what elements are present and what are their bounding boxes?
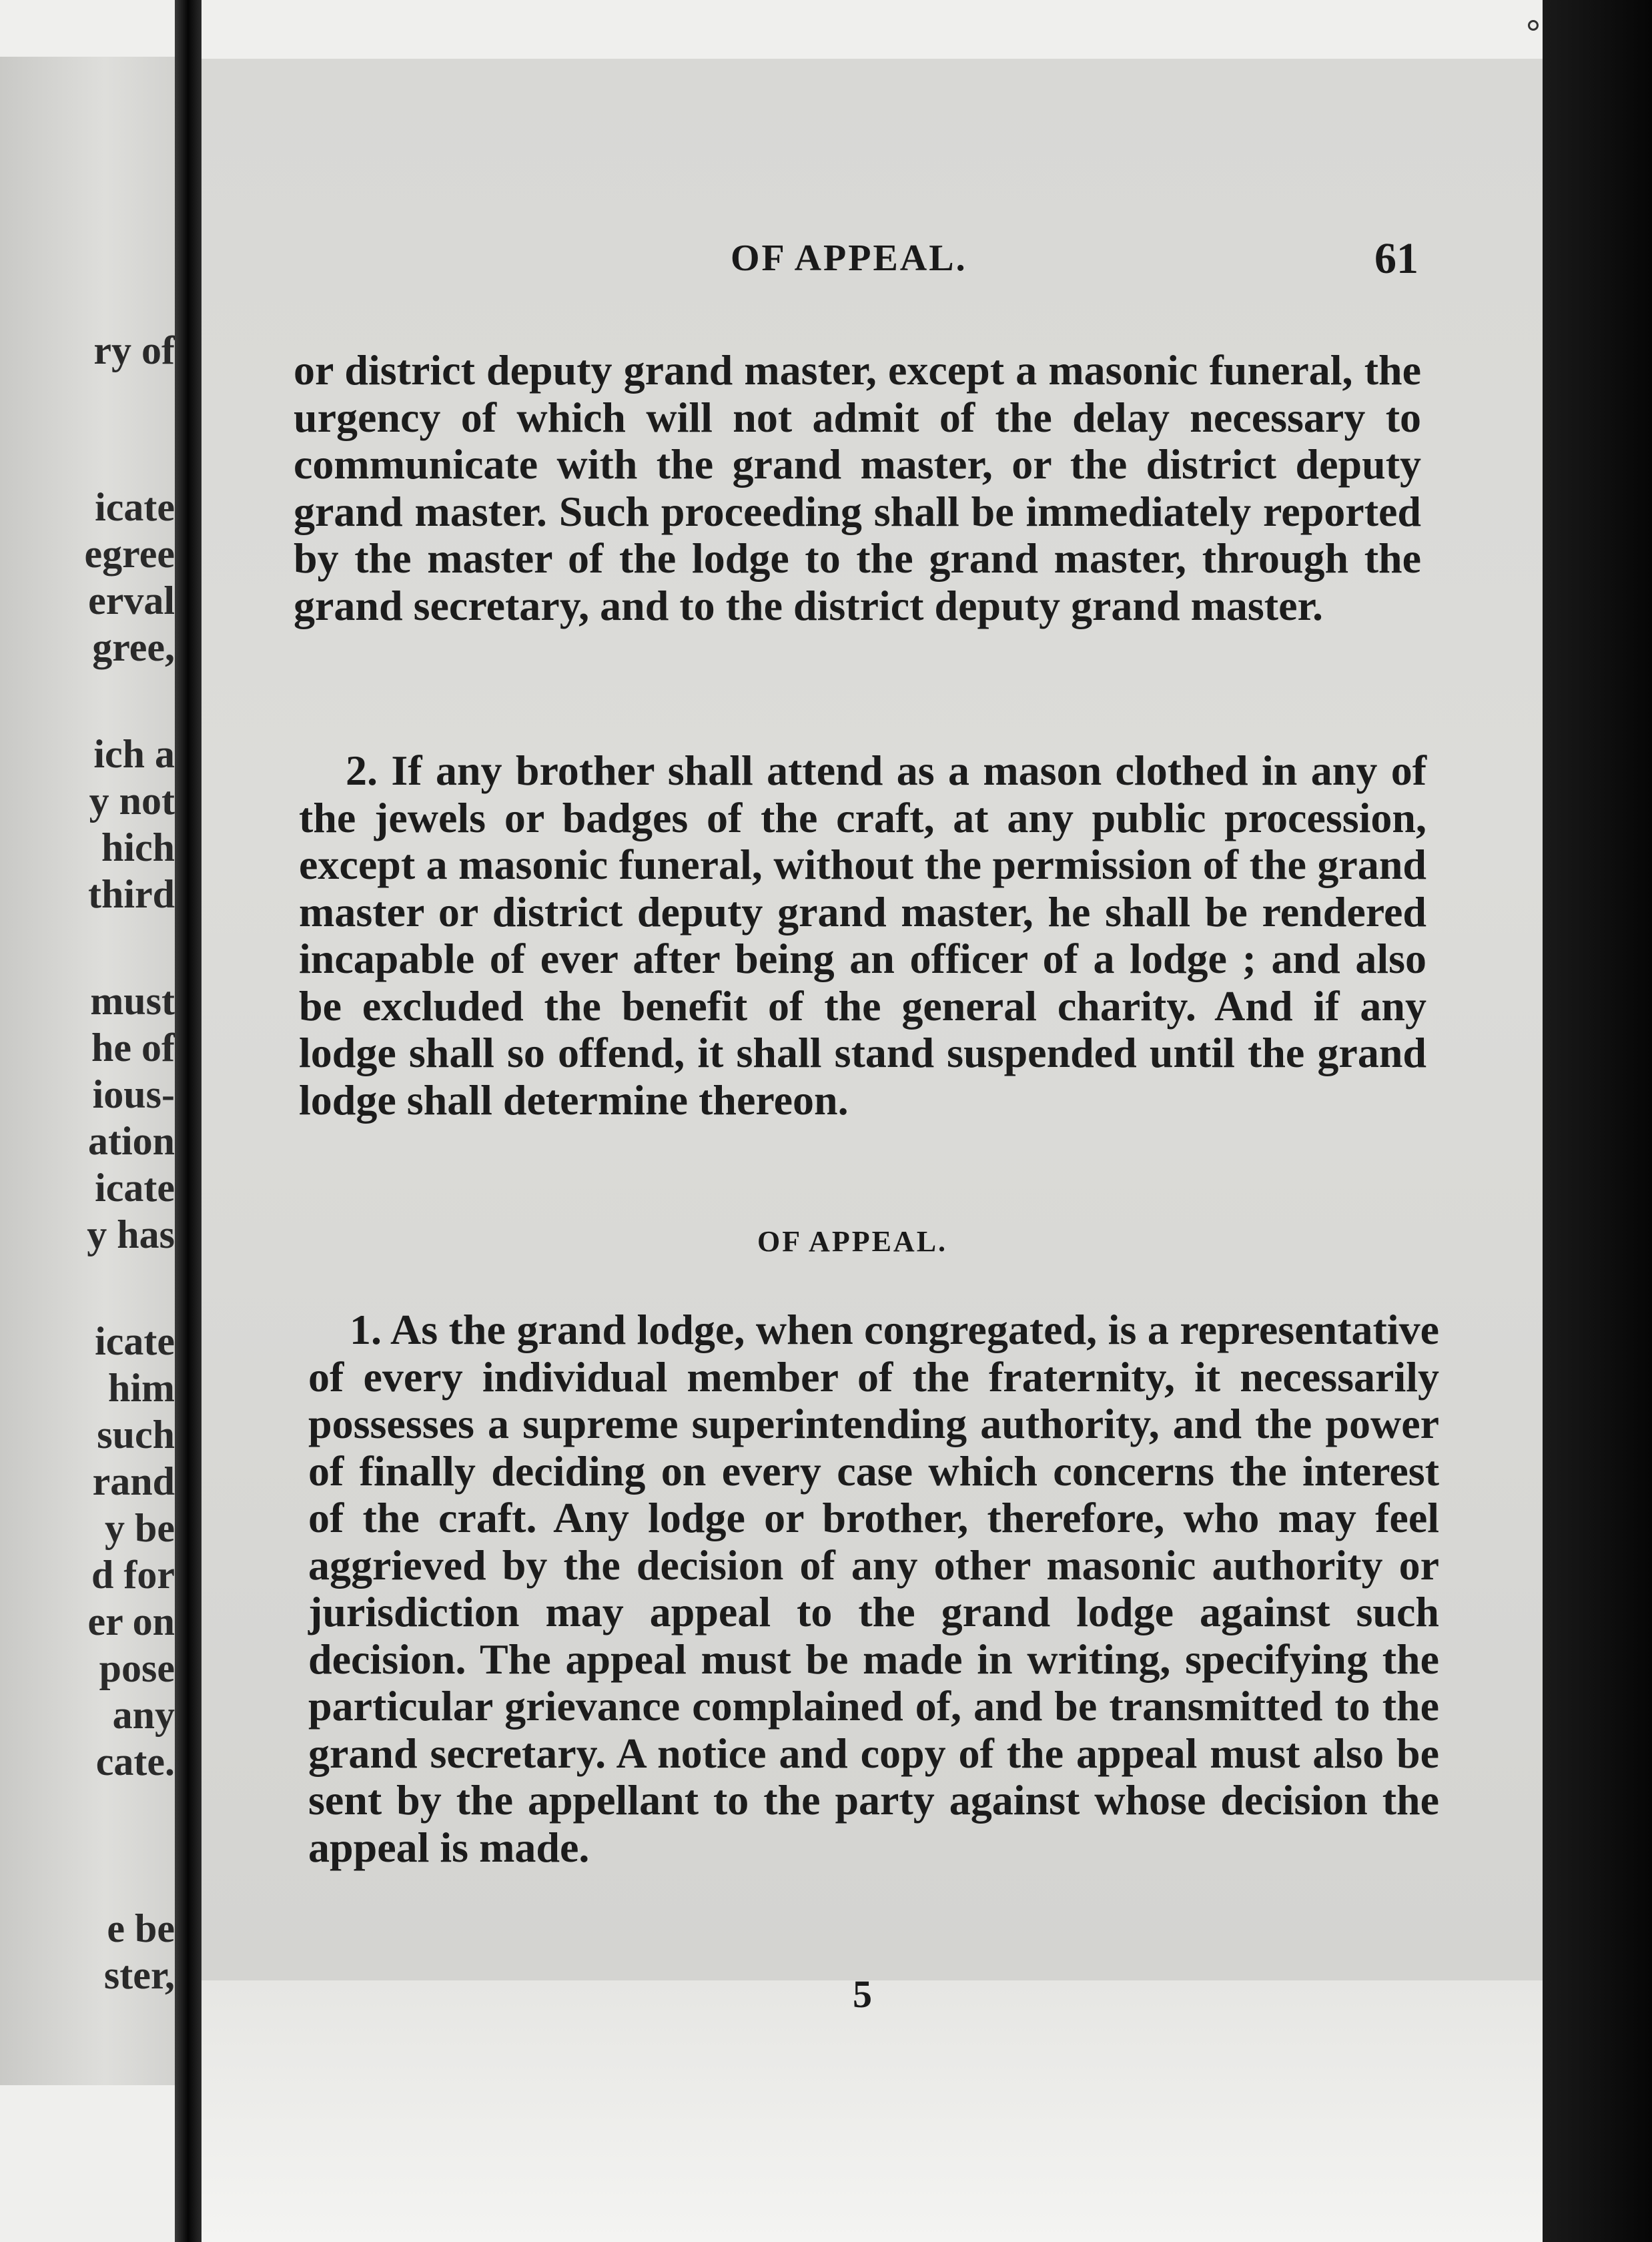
left-facing-page (0, 57, 175, 2085)
left-page-fragment: icate (95, 485, 175, 529)
scan-artifact-dot (1528, 20, 1539, 31)
left-page-fragment: cate. (95, 1740, 175, 1784)
left-page-fragment: erval (88, 579, 175, 623)
body-paragraph: 2. If any brother shall attend as a mason clothed in any of the jewels or badges of the craft, at any public procession, except a masonic funeral, without the permission of the grand master or district deputy grand master, he shall be rendered incapable of ever after being an officer of a lodge ; and also be excluded the benefit of the general charity. And if any lodge shall so offend, it shall stand suspended until the grand lodge shall determine thereon. (299, 747, 1426, 1124)
left-page-fragment: er on (87, 1599, 175, 1643)
body-paragraph: or district deputy grand master, except a masonic funeral, the urgency of which will not admit of the delay necessary to communicate with the grand master, or the district deputy grand master. Such proceeding shall be immediately reported by the master of the lodge to the grand master, through the grand secretary, and to the district deputy grand master. (294, 346, 1421, 629)
left-page-fragment: hich (101, 825, 175, 869)
left-page-fragment: ry of (93, 328, 175, 372)
signature-mark: 5 (853, 1972, 872, 2016)
left-page-fragment: ster, (103, 1953, 175, 1997)
page-bottom-margin (201, 1980, 1543, 2242)
body-paragraph: 1. As the grand lodge, when congregated, is a representative of every individual member of the fraternity, it necessarily possesses a supreme superintending authority, and the power of finally deciding on every case which concerns the interest of the craft. Any lodge or brother, therefore, who may feel aggrieved by the decision of any other masonic authority or jurisdiction may appeal to the grand lodge against such decision. The appeal must be made in writing, specifying the particular grievance complained of, and be transmitted to the grand secretary. A notice and copy of the appeal must also be sent by the appellant to the party against whose decision the appeal is made. (308, 1306, 1439, 1871)
left-page-fragment: must (90, 979, 175, 1023)
left-page-fragment: him (107, 1366, 175, 1410)
left-page-fragment: y has (87, 1212, 175, 1256)
left-page-fragment: d for (91, 1553, 175, 1597)
left-page-fragment: such (97, 1413, 175, 1457)
left-page-fragment: y not (89, 779, 175, 823)
left-page-fragment: icate (95, 1319, 175, 1363)
book-gutter (175, 0, 201, 2242)
left-page-fragment: pose (99, 1646, 175, 1690)
left-page-fragment: gree, (92, 625, 175, 669)
running-head: OF APPEAL. (731, 238, 967, 279)
left-page-fragment: any (112, 1693, 175, 1737)
left-page-fragment: y be (105, 1506, 175, 1550)
page-number: 61 (1374, 234, 1418, 283)
left-page-fragment: ation (87, 1119, 175, 1163)
left-page-fragment: he of (91, 1026, 175, 1070)
scan-right-border (1543, 0, 1652, 2242)
left-page-fragment: e be (107, 1906, 175, 1950)
left-page-fragment: ich a (93, 732, 175, 776)
left-page-fragment: third (87, 872, 175, 916)
section-heading: OF APPEAL. (757, 1225, 948, 1258)
left-page-fragment: rand (92, 1459, 175, 1503)
left-page-fragment: egree (84, 532, 175, 576)
left-page-fragment: icate (95, 1166, 175, 1210)
left-page-fragment: ious- (92, 1072, 175, 1116)
